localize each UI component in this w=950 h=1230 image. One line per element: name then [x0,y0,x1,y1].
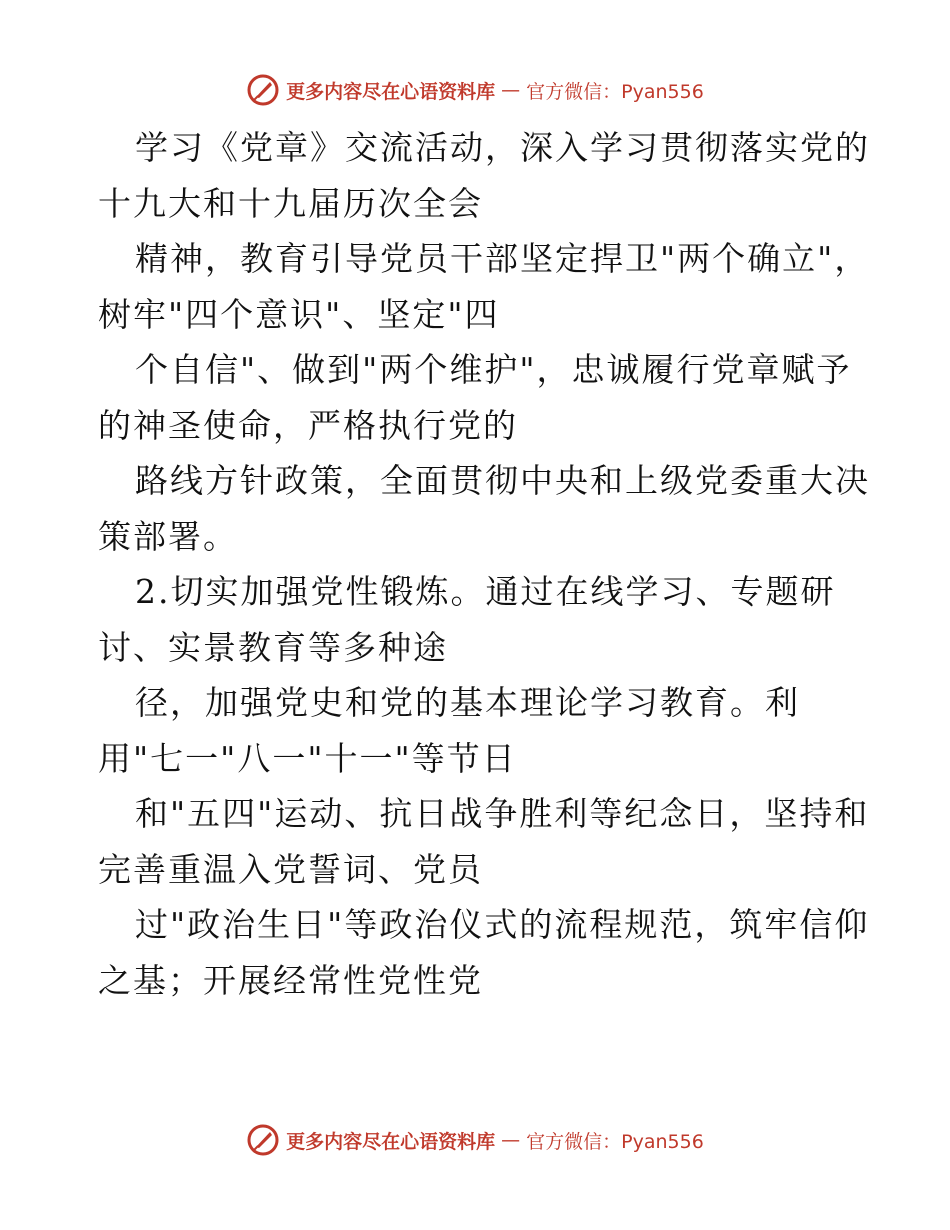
footer-banner-contact: 官方微信：Pyan556 [526,1130,704,1153]
body-line: 路线方针政策，全面贯彻中央和上级党委重大决 [135,461,870,500]
body-line: 策部署。 [98,516,238,556]
body-line: 的神圣使命，严格执行党的 [98,405,518,445]
footer-banner-dash: — [501,1129,521,1151]
document-body [98,120,870,1008]
header-banner-dash: — [501,79,521,101]
body-line: 个自信"、做到"两个维护"，忠诚履行党章赋予 [135,350,852,389]
body-line: 树牢"四个意识"、坚定"四 [98,294,500,334]
quill-logo-icon [246,1123,280,1157]
body-line: 学习《党章》交流活动，深入学习贯彻落实党的 [135,128,870,167]
body-line: 径，加强党史和党的基本理论学习教育。利 [135,683,800,722]
body-line: 之基；开展经常性党性党 [98,960,483,1000]
footer-banner [0,1122,950,1158]
body-line: 完善重温入党誓词、党员 [98,849,483,889]
quill-logo-icon [246,73,280,107]
body-line: 过"政治生日"等政治仪式的流程规范，筑牢信仰 [135,905,870,944]
body-line: 和"五四"运动、抗日战争胜利等纪念日，坚持和 [135,794,870,833]
body-line: 十九大和十九届历次全会 [98,183,483,223]
footer-banner-text: 更多内容尽在心语资料库 [286,1130,496,1153]
body-line: 2.切实加强党性锻炼。通过在线学习、专题研 [135,572,836,611]
header-banner-contact: 官方微信：Pyan556 [526,80,704,103]
body-line: 用"七一"八一"十一"等节日 [98,738,517,778]
header-banner [0,72,950,108]
header-banner-text: 更多内容尽在心语资料库 [286,80,496,103]
body-line: 讨、实景教育等多种途 [98,627,448,667]
body-line: 精神，教育引导党员干部坚定捍卫"两个确立"， [135,239,870,278]
